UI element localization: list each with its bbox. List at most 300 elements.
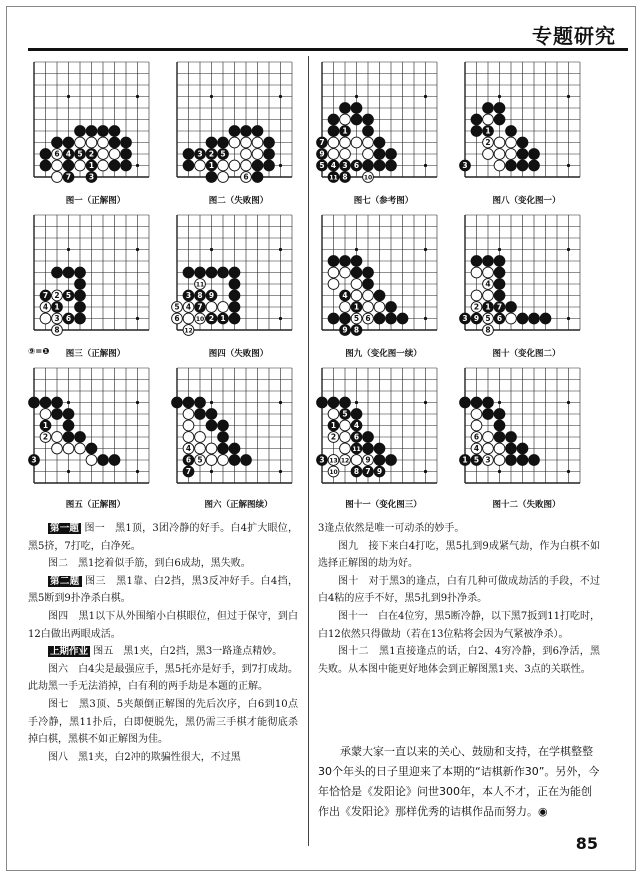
move-number: 4 [485, 279, 491, 289]
go-board [28, 56, 163, 191]
move-number: 11 [352, 446, 361, 454]
move-number: 9 [365, 455, 371, 465]
black-stone [195, 397, 206, 408]
white-stone [340, 114, 351, 125]
move-number: 6 [496, 314, 503, 324]
white-stone [494, 137, 505, 148]
white-stone [340, 137, 351, 148]
black-stone [529, 455, 540, 466]
white-stone [483, 267, 494, 278]
move-number: 8 [197, 291, 203, 301]
move-number: 6 [365, 314, 371, 324]
white-stone [328, 279, 339, 290]
black-stone [483, 409, 494, 420]
move-number: 5 [220, 149, 226, 159]
black-stone [386, 149, 397, 160]
paragraph [28, 643, 298, 661]
star-point [136, 164, 139, 167]
move-number: 12 [184, 327, 193, 335]
white-stone [218, 160, 229, 171]
move-number: 5 [174, 302, 180, 312]
black-stone [374, 290, 385, 301]
black-stone [241, 126, 252, 137]
black-stone [374, 149, 385, 160]
star-point [210, 95, 213, 98]
paragraph-text: 图一 黑1顶，3团冷静的好手。白4扩大眼位，黑5挤，7打吃，白净死。 [28, 523, 298, 552]
black-stone [483, 397, 494, 408]
black-stone [218, 267, 229, 278]
move-number: 3 [342, 161, 348, 171]
white-stone [98, 137, 109, 148]
black-stone [351, 256, 362, 267]
move-number: 6 [353, 161, 360, 171]
black-stone [494, 256, 505, 267]
diagram-caption: 图四（失败图） [208, 349, 269, 359]
white-stone [40, 409, 51, 420]
black-stone [229, 126, 240, 137]
move-number: 6 [353, 432, 360, 442]
move-number: 2 [88, 149, 95, 159]
move-number: 4 [185, 444, 192, 454]
black-stone [121, 149, 132, 160]
white-stone [494, 455, 505, 466]
black-stone [109, 455, 120, 466]
star-point [136, 248, 139, 251]
move-number: 3 [185, 291, 192, 301]
paragraph-text: 图七 黑3顶、5夹颠倒正解图的先后次序，白6到10点手冷静，黑11扑后，白即便脱先，黑仍需三手棋才能彻底杀掉白棋，黑棋不如正解图为佳。 [28, 698, 298, 746]
white-stone [52, 172, 63, 183]
black-stone [218, 443, 229, 454]
move-number: 1 [42, 421, 49, 431]
black-stone [363, 279, 374, 290]
white-stone [206, 302, 217, 313]
star-point [424, 401, 427, 404]
page-number: 85 [575, 834, 598, 853]
black-stone [386, 160, 397, 171]
diagram-caption: 图七（参考图） [353, 196, 414, 206]
black-stone [494, 420, 505, 431]
white-stone [494, 160, 505, 171]
white-stone [351, 279, 362, 290]
move-number: 2 [330, 432, 337, 442]
go-board [459, 209, 594, 344]
black-stone [172, 397, 183, 408]
diagram-caption: 图六（正解图续） [204, 500, 273, 510]
black-stone [363, 114, 374, 125]
black-stone [517, 443, 528, 454]
star-point [67, 248, 70, 251]
black-stone [218, 420, 229, 431]
white-stone [75, 137, 86, 148]
move-number: 2 [54, 291, 60, 301]
black-stone [75, 313, 86, 324]
move-number: 10 [329, 469, 338, 477]
paragraph [28, 520, 298, 555]
white-stone [363, 302, 374, 313]
white-stone [328, 137, 339, 148]
black-stone [494, 114, 505, 125]
white-stone [98, 160, 109, 171]
black-stone [517, 313, 528, 324]
move-number: 9 [473, 314, 480, 324]
move-number: 1 [462, 455, 468, 465]
white-stone [506, 313, 517, 324]
white-stone [206, 443, 217, 454]
move-number: 4 [42, 302, 49, 312]
problem-tag: 第二题 [50, 575, 80, 587]
black-stone [340, 397, 351, 408]
move-number: 2 [485, 138, 491, 148]
black-stone [540, 313, 551, 324]
diagram-caption: 图八（变化图一） [492, 196, 561, 206]
black-stone [109, 126, 120, 137]
black-stone [98, 126, 109, 137]
white-stone [506, 137, 517, 148]
black-stone [183, 160, 194, 171]
star-point [424, 95, 427, 98]
move-number: 7 [496, 302, 503, 312]
black-stone [397, 313, 408, 324]
black-stone [52, 267, 63, 278]
section-title: 专题研究 [532, 24, 616, 48]
move-number: 5 [197, 455, 203, 465]
star-point [279, 95, 282, 98]
white-stone [471, 290, 482, 301]
go-board [171, 362, 306, 497]
paragraph [28, 608, 298, 643]
star-point [567, 470, 570, 473]
black-stone [374, 313, 385, 324]
white-stone [206, 455, 217, 466]
diagram-grid [28, 56, 614, 510]
black-stone [109, 160, 120, 171]
move-number: 5 [473, 455, 480, 465]
white-stone [63, 443, 74, 454]
white-stone [483, 432, 494, 443]
move-number: 5 [77, 149, 83, 159]
paragraph [28, 661, 298, 696]
star-point [567, 164, 570, 167]
white-stone [351, 137, 362, 148]
white-stone [241, 149, 252, 160]
white-stone [340, 267, 351, 278]
black-stone [86, 126, 97, 137]
star-point [279, 401, 282, 404]
star-point [424, 317, 427, 320]
black-stone [29, 397, 40, 408]
paragraph [28, 749, 298, 767]
move-number: 1 [208, 161, 215, 171]
black-stone [363, 160, 374, 171]
black-stone [471, 397, 482, 408]
go-board [459, 56, 594, 191]
move-number: 7 [197, 302, 203, 312]
black-stone [40, 160, 51, 171]
white-stone [183, 313, 194, 324]
move-number: 3 [462, 161, 468, 171]
move-number: 3 [462, 314, 468, 324]
black-stone [75, 267, 86, 278]
left-text-column [28, 520, 298, 766]
white-stone [471, 267, 482, 278]
white-stone [363, 290, 374, 301]
move-number: 5 [319, 161, 325, 171]
move-number: 2 [42, 432, 49, 442]
star-point [567, 248, 570, 251]
black-stone [340, 256, 351, 267]
paragraph-text: 图五 黑1夹，白2挡，黑3一路逢点精妙。 [90, 646, 283, 658]
black-stone [75, 302, 86, 313]
black-stone [252, 126, 263, 137]
move-number: 1 [485, 302, 491, 312]
black-stone [206, 267, 217, 278]
black-stone [506, 160, 517, 171]
white-stone [374, 302, 385, 313]
star-point [136, 95, 139, 98]
star-point [567, 317, 570, 320]
black-stone [121, 160, 132, 171]
black-stone [63, 267, 74, 278]
move-number: 7 [42, 291, 49, 301]
black-stone [374, 455, 385, 466]
diagram-caption: 图五（正解图） [65, 500, 126, 510]
star-point [498, 95, 501, 98]
white-stone [471, 420, 482, 431]
paragraph-text: 图二 黑1挖着似手筋，到白6成劫，黑失败。 [48, 558, 251, 570]
paragraph: 图十二 黑1直接逢点的话，白2、4穷冷静，到6净活，黑失败。从本图中能更好地体会到正解图黑1夹、3点的关联性。 [318, 646, 600, 675]
black-stone [517, 149, 528, 160]
black-stone [229, 443, 240, 454]
move-number: 7 [185, 467, 192, 477]
move-number: 6 [473, 432, 480, 442]
black-stone [328, 313, 339, 324]
white-stone [86, 137, 97, 148]
white-stone [328, 267, 339, 278]
star-point [279, 470, 282, 473]
move-number: 8 [342, 172, 348, 182]
white-stone [183, 409, 194, 420]
diagram-caption: 图一（正解图） [65, 196, 126, 206]
white-stone [218, 455, 229, 466]
problem-tag: 上期作业 [50, 646, 89, 658]
move-number: 3 [31, 455, 37, 465]
move-number: 10 [363, 174, 373, 182]
black-stone [264, 149, 275, 160]
black-stone [75, 279, 86, 290]
white-stone [183, 420, 194, 431]
white-stone [229, 160, 240, 171]
white-stone [363, 149, 374, 160]
black-stone [506, 126, 517, 137]
star-point [424, 470, 427, 473]
move-number: 4 [65, 149, 72, 159]
black-stone [328, 126, 339, 137]
move-number: 1 [54, 302, 60, 312]
black-stone [494, 409, 505, 420]
white-stone [52, 432, 63, 443]
paragraph: 图十 对于黑3的逢点，白有几种可做成劫活的手段，不过白4粘的应手不好，黑5扎到9扑净杀。 [318, 575, 600, 605]
black-stone [494, 267, 505, 278]
black-stone [206, 409, 217, 420]
move-number: 1 [342, 126, 348, 136]
white-stone [363, 137, 374, 148]
white-stone [195, 432, 206, 443]
white-stone [229, 137, 240, 148]
star-point [498, 401, 501, 404]
white-stone [494, 149, 505, 160]
star-point [67, 470, 70, 473]
white-stone [86, 455, 97, 466]
black-stone [75, 126, 86, 137]
black-stone [506, 302, 517, 313]
black-stone [63, 420, 74, 431]
go-board [28, 362, 163, 497]
header-rule [28, 48, 628, 51]
black-stone [386, 313, 397, 324]
white-stone [75, 160, 86, 171]
black-stone [340, 313, 351, 324]
black-stone [63, 160, 74, 171]
go-board [171, 209, 306, 344]
move-number: 13 [329, 457, 338, 465]
black-stone [471, 126, 482, 137]
star-point [355, 401, 358, 404]
black-stone [40, 149, 51, 160]
white-stone [252, 149, 263, 160]
move-number: 8 [353, 467, 360, 477]
black-stone [121, 137, 132, 148]
star-point [136, 470, 139, 473]
go-board [316, 362, 451, 497]
star-point [136, 317, 139, 320]
move-number: 9 [342, 325, 348, 335]
black-stone [328, 256, 339, 267]
right-text-column [318, 520, 600, 678]
star-point [210, 248, 213, 251]
black-stone [363, 126, 374, 137]
go-board [459, 362, 594, 497]
move-number: 11 [195, 281, 205, 289]
paragraph: 3逢点依然是唯一可动杀的妙手。 [318, 523, 465, 534]
diagram-caption: 图三（正解图） [65, 349, 126, 359]
move-number: 4 [342, 291, 348, 301]
black-stone [40, 397, 51, 408]
white-stone [183, 432, 194, 443]
paragraph: 图十一 白在4位穷，黑5断冷静，以下黑7扳到11打吃时，白12依然只得做劫（若在13位粘将会因为气紧被净杀）。 [318, 610, 600, 640]
white-stone [340, 432, 351, 443]
black-stone [206, 172, 217, 183]
black-stone [52, 397, 63, 408]
black-stone [494, 290, 505, 301]
star-point [567, 401, 570, 404]
black-stone [517, 160, 528, 171]
go-board [28, 209, 163, 344]
black-stone [494, 103, 505, 114]
move-number: 3 [485, 455, 491, 465]
black-stone [340, 103, 351, 114]
star-point [136, 401, 139, 404]
move-number: 9 [319, 149, 325, 159]
paragraph-text: 图六 白4尖是最强应手，黑5托亦是好手，到7打成劫。此劫黑一手无法消掉，白有利的两手劫是本题的正解。 [28, 663, 298, 693]
black-stone [183, 267, 194, 278]
move-number: 10 [195, 316, 205, 324]
black-stone [351, 409, 362, 420]
diagram-caption: 图九（变化图一续） [345, 349, 422, 359]
move-number: 3 [88, 172, 95, 182]
move-number: 5 [65, 291, 72, 301]
black-stone [183, 149, 194, 160]
move-number: 5 [342, 409, 348, 419]
star-point [279, 248, 282, 251]
move-number: 4 [330, 161, 337, 171]
white-stone [218, 302, 229, 313]
black-stone [218, 137, 229, 148]
black-stone [229, 290, 240, 301]
white-stone [195, 443, 206, 454]
move-number: 12 [340, 457, 350, 465]
move-number: 1 [220, 314, 226, 324]
white-stone [494, 443, 505, 454]
black-stone [374, 443, 385, 454]
star-point [355, 248, 358, 251]
white-stone [195, 160, 206, 171]
black-stone [206, 137, 217, 148]
white-stone [351, 455, 362, 466]
white-stone [506, 149, 517, 160]
paragraph [28, 555, 298, 573]
diagram-legend: ⑨=❶ [28, 347, 50, 357]
black-stone [483, 256, 494, 267]
black-stone [195, 409, 206, 420]
black-stone [252, 160, 263, 171]
black-stone [529, 149, 540, 160]
white-stone [98, 149, 109, 160]
black-stone [229, 267, 240, 278]
black-stone [328, 397, 339, 408]
black-stone [229, 313, 240, 324]
white-stone [340, 443, 351, 454]
black-stone [317, 397, 328, 408]
move-number: 11 [329, 174, 338, 182]
black-stone [218, 432, 229, 443]
black-stone [252, 172, 263, 183]
move-number: 9 [376, 467, 383, 477]
black-stone [363, 267, 374, 278]
white-stone [351, 290, 362, 301]
move-number: 8 [353, 325, 360, 335]
move-number: 2 [208, 149, 215, 159]
black-stone [241, 455, 252, 466]
black-stone [86, 443, 97, 454]
star-point [567, 95, 570, 98]
black-stone [183, 397, 194, 408]
star-point [67, 401, 70, 404]
black-stone [75, 432, 86, 443]
move-number: 1 [330, 421, 337, 431]
white-stone [471, 409, 482, 420]
black-stone [363, 443, 374, 454]
black-stone [109, 137, 120, 148]
move-number: 8 [485, 325, 491, 335]
black-stone [52, 409, 63, 420]
black-stone [506, 455, 517, 466]
white-stone [340, 149, 351, 160]
move-number: 5 [485, 314, 491, 324]
move-number: 4 [473, 444, 480, 454]
black-stone [506, 443, 517, 454]
black-stone [206, 420, 217, 431]
paragraph [28, 573, 298, 608]
